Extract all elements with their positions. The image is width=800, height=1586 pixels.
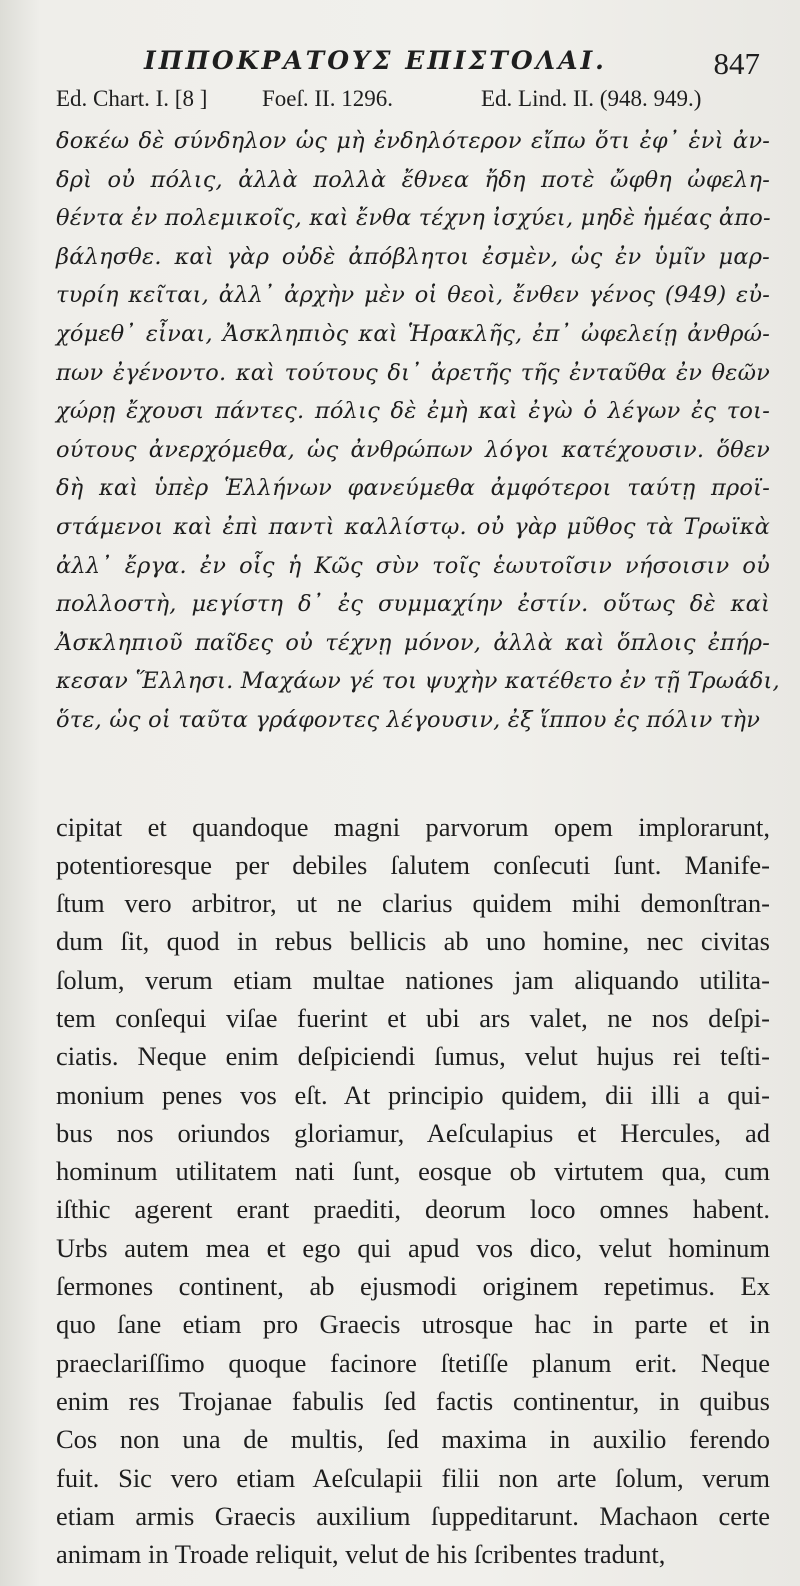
latin-text-line: monium penes vos eſt. At principio quidem, dii illi a qui-	[56, 1079, 770, 1110]
greek-text-line: χόμεθ᾽ εἶναι, Ἀσκληπιὸς καὶ Ἡρακλῆς, ἐπ᾽ ὠφελείῃ ἀνθρώ-	[56, 320, 770, 347]
latin-text-line: bus nos oriundos gloriamur, Aeſculapius et Hercules, ad	[56, 1117, 770, 1148]
latin-text-line: tem conſequi viſae fuerint et ubi ars valet, ne nos deſpi-	[56, 1002, 770, 1033]
latin-text-line: potentioresque per debiles ſalutem conſecuti ſunt. Manife-	[56, 849, 770, 880]
greek-text-line: θέντα ἐν πολεμικοῖς, καὶ ἔνθα τέχνη ἰσχύει, μηδὲ ἡμέας ἀπο-	[56, 205, 771, 232]
running-head	[56, 38, 770, 86]
greek-text-line: πων ἐγένοντο. καὶ τούτους δι᾽ ἀρετῆς τῆς ἐνταῦθα ἐν θεῶν	[56, 359, 770, 386]
latin-text-line: praeclariſſimo quoque facinore ſtetiſſe planum erit. Neque	[56, 1347, 770, 1378]
latin-translation-block	[56, 808, 770, 1574]
greek-text-line: στάμενοι καὶ ἐπὶ παντὶ καλλίστῳ. οὐ γὰρ μῦθος τὰ Τρωϊκὰ	[56, 513, 770, 540]
edition-references	[56, 86, 770, 122]
greek-text-line: ἀλλ᾽ ἔργα. ἐν οἷς ἡ Κῶς σὺν τοῖς ἑωυτοῖσιν νήσοισιν οὐ	[56, 552, 770, 579]
latin-text-line: animam in Troade reliquit, velut de his ſcribentes tradunt,	[56, 1539, 666, 1570]
latin-text-line: dum ſit, quod in rebus bellicis ab uno homine, nec civitas	[56, 926, 770, 957]
greek-text-line: βάλησθε. καὶ γὰρ οὐδὲ ἀπόβλητοι ἐσμὲν, ὡς ἐν ὑμῖν μαρ-	[56, 243, 770, 270]
greek-text-line: Ἀσκληπιοῦ παῖδες οὐ τέχνῃ μόνον, ἀλλὰ καὶ ὅπλοις ἐπήρ-	[56, 629, 770, 656]
latin-text-line: hominum utilitatem nati ſunt, eosque ob virtutem qua, cum	[56, 1156, 770, 1187]
latin-text-line: etiam armis Graecis auxilium ſuppeditarunt. Machaon certe	[56, 1500, 770, 1531]
greek-text-line: δρὶ οὐ πόλις, ἀλλὰ πολλὰ ἔθνεα ἤδη ποτὲ ὤφθη ὠφελη-	[56, 166, 770, 193]
greek-text-line: τυρίη κεῖται, ἀλλ᾽ ἀρχὴν μὲν οἱ θεοὶ, ἔνθεν γένος (949) εὐ-	[56, 282, 770, 309]
latin-text-line: Urbs autem mea et ego qui apud vos dico, velut hominum	[56, 1232, 770, 1263]
edition-ref-chartier: Ed. Chart. I. [8 ]	[56, 86, 208, 111]
edition-ref-foes: Foeſ. II. 1296.	[262, 86, 393, 111]
latin-text-line: ciatis. Neque enim deſpiciendi ſumus, velut hujus rei teſti-	[56, 1041, 770, 1072]
latin-text-line: enim res Trojanae fabulis ſed factis continentur, in quibus	[56, 1385, 770, 1416]
running-title: ΙΠΠΟΚΡΑΤΟΥΣ ΕΠΙΣΤΟΛΑΙ.	[144, 46, 607, 75]
latin-text-line: fuit. Sic vero etiam Aeſculapii filii non arte ſolum, verum	[56, 1462, 770, 1493]
latin-text-line: iſthic agerent erant praediti, deorum loco omnes habent.	[56, 1194, 770, 1225]
latin-text-line: Cos non una de multis, ſed maxima in auxilio ferendo	[56, 1424, 770, 1455]
greek-text-block	[56, 122, 780, 740]
greek-text-line: κεσαν Ἕλλησι. Μαχάων γέ τοι ψυχὴν κατέθετο ἐν τῇ Τρωάδι,	[56, 668, 780, 695]
edition-ref-linden: Ed. Lind. II. (948. 949.)	[481, 86, 702, 111]
greek-text-line: ούτους ἀνερχόμεθα, ὡς ἀνθρώπων λόγοι κατέχουσιν. ὅθεν	[56, 436, 770, 463]
latin-text-line: ſtum vero arbitror, ut ne clarius quidem mihi demonſtran-	[56, 888, 770, 919]
greek-text-line: δὴ καὶ ὑπὲρ Ἑλλήνων φανεύμεθα ἀμφότεροι ταύτῃ προϊ-	[56, 475, 770, 502]
greek-text-line: πολλοστὴ, μεγίστη δ᾽ ἐς συμμαχίην ἐστίν. οὕτως δὲ καὶ	[56, 591, 770, 618]
greek-text-line: χώρῃ ἔχουσι πάντες. πόλις δὲ ἐμὴ καὶ ἐγὼ ὁ λέγων ἐς τοι-	[56, 398, 770, 425]
page-number: 847	[713, 46, 760, 81]
latin-text-line: ſermones continent, ab ejusmodi originem repetimus. Ex	[56, 1271, 770, 1302]
greek-text-line: δοκέω δὲ σύνδηλον ὡς μὴ ἐνδηλότερον εἴπω ὅτι ἐφ᾽ ἑνὶ ἀν-	[56, 128, 770, 154]
latin-text-line: quo ſane etiam pro Graecis utrosque hac in parte et in	[56, 1309, 770, 1340]
latin-text-line: cipitat et quandoque magni parvorum opem implorarunt,	[56, 811, 770, 842]
latin-text-line: ſolum, verum etiam multae nationes jam aliquando utilita-	[56, 964, 770, 995]
greek-text-line: ὅτε, ὡς οἱ ταῦτα γράφοντες λέγουσιν, ἐξ ἵππου ἐς πόλιν τὴν	[56, 706, 761, 733]
